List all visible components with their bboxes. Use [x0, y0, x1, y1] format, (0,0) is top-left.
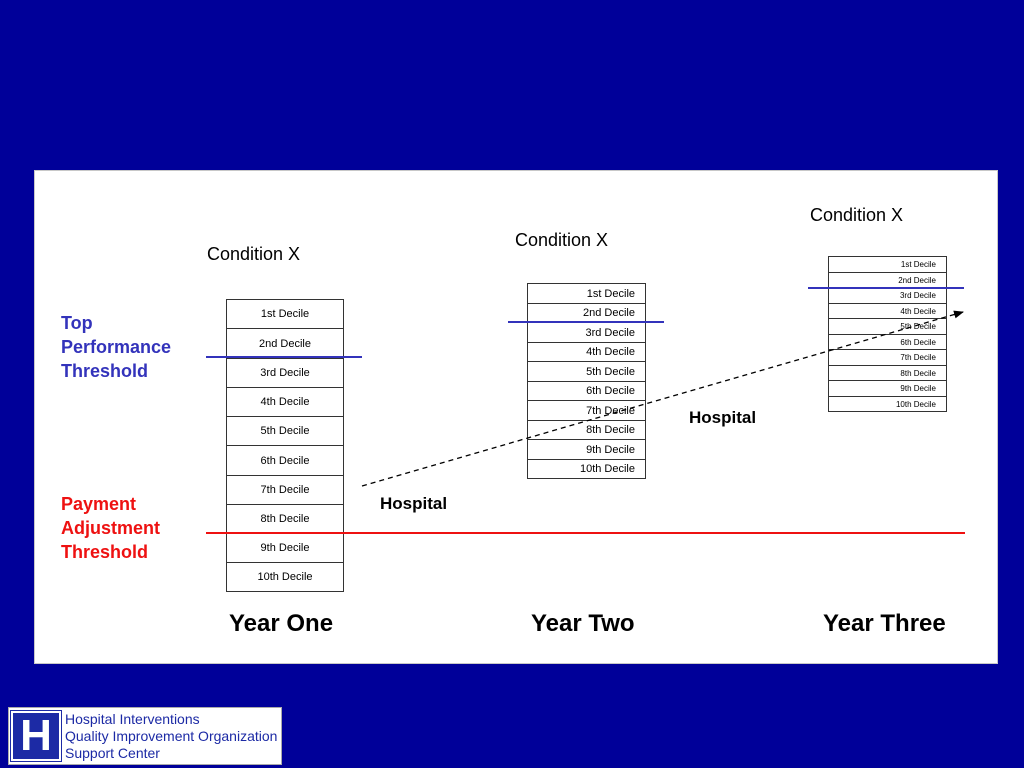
threshold-label-line: Top	[61, 313, 93, 333]
decile-cell: 1st Decile	[227, 300, 343, 329]
decile-cell: 2nd Decile	[227, 329, 343, 359]
decile-cell: 8th Decile	[528, 421, 645, 440]
condition-label-year-one: Condition X	[207, 244, 301, 264]
threshold-label-line: Performance	[61, 337, 172, 357]
decile-cell: 6th Decile	[227, 446, 343, 476]
decile-cell: 9th Decile	[829, 381, 946, 397]
year-one-label: Year One	[229, 610, 334, 637]
decile-cell: 4th Decile	[528, 343, 645, 362]
threshold-label-line: Payment	[61, 494, 137, 514]
logo-text-line: Hospital Interventions	[65, 711, 200, 727]
decile-cell: 1st Decile	[528, 284, 645, 304]
hiqoc-logo	[8, 707, 282, 765]
threshold-label-line: Threshold	[61, 361, 149, 381]
decile-cell: 10th Decile	[227, 563, 343, 592]
threshold-label-line: Adjustment	[61, 518, 160, 538]
decile-cell: 8th Decile	[227, 505, 343, 534]
decile-cell: 9th Decile	[528, 440, 645, 460]
decile-cell: 10th Decile	[528, 460, 645, 479]
decile-cell: 6th Decile	[829, 335, 946, 350]
logo-text-line: Quality Improvement Organization	[65, 728, 278, 744]
payment-adjustment-threshold-label	[61, 492, 160, 564]
decile-cell: 7th Decile	[829, 350, 946, 366]
decile-cell: 9th Decile	[227, 534, 343, 563]
decile-cell: 5th Decile	[829, 319, 946, 335]
decile-cell: 7th Decile	[528, 401, 645, 421]
decile-cell: 3rd Decile	[227, 359, 343, 388]
logo-text-line: Support Center	[65, 745, 160, 761]
decile-cell: 7th Decile	[227, 476, 343, 505]
decile-cell: 5th Decile	[528, 362, 645, 382]
decile-cell: 8th Decile	[829, 366, 946, 381]
decile-cell: 5th Decile	[227, 417, 343, 446]
hospital-trend-arrow	[362, 312, 963, 486]
decile-cell: 2nd Decile	[528, 304, 645, 323]
year-two-label: Year Two	[531, 610, 635, 637]
decile-cell: 10th Decile	[829, 397, 946, 412]
threshold-label-line: Threshold	[61, 542, 149, 562]
hospital-label-year-two: Hospital	[689, 408, 757, 427]
condition-label-year-three: Condition X	[810, 205, 904, 225]
decile-cell: 3rd Decile	[528, 323, 645, 343]
decile-cell: 2nd Decile	[829, 273, 946, 288]
decile-cell: 4th Decile	[227, 388, 343, 417]
condition-label-year-two: Condition X	[515, 230, 609, 250]
decile-cell: 1st Decile	[829, 257, 946, 273]
year-three-label: Year Three	[823, 610, 946, 637]
decile-cell: 6th Decile	[528, 382, 645, 401]
logo-text	[65, 711, 277, 762]
hospital-h-icon: H	[11, 711, 61, 761]
top-performance-threshold-label	[61, 311, 171, 383]
hospital-label-year-one: Hospital	[380, 494, 448, 513]
decile-cell: 3rd Decile	[829, 288, 946, 304]
decile-cell: 4th Decile	[829, 304, 946, 319]
